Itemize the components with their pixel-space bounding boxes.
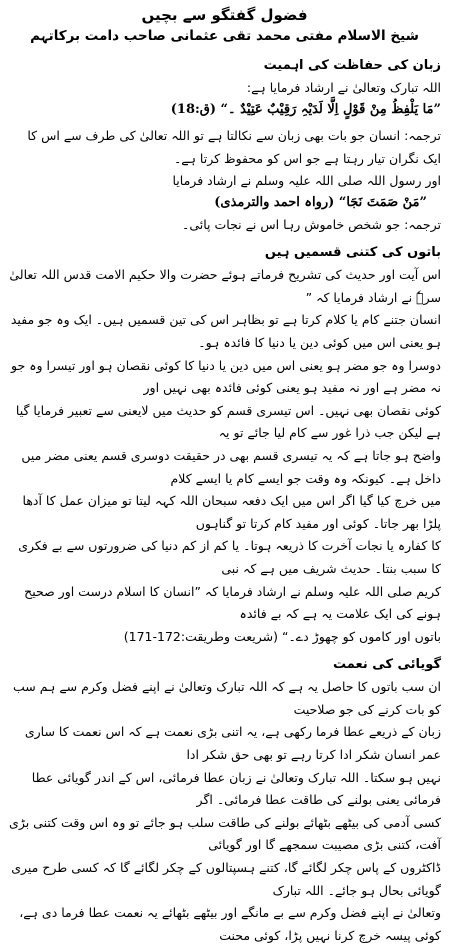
paragraph-line: نہیں ہو سکتا۔ اللہ تبارک وتعالیٰ نے زبان عطا فرمائی، اس کے اندر گویائی عطا فرمائی یعنی بولنے کی طاقت عطا فرمائی۔ اگر [31,769,441,808]
hadith-intro: اور رسول اللہ صلی اللہ علیہ وسلم نے ارشاد فرمایا [172,173,441,189]
hadith-text: ”مَنْ صَمَتَ نَجَا“ (رواہ احمد والترمذی) [214,195,427,211]
paragraph-line: ڈاکٹروں کے پاس چکر لگائے گا، کتنے ہسپتالوں کے چکر لگائے گا کہ کسی طرح میری گویائی بحال ہو جائے۔ اللہ تبارک [11,860,441,898]
article-title: فضول گفتگو سے بچیں [141,6,308,24]
paragraph-line: انسان جتنے کام یا کلام کرتا ہے تو بظاہر اس کی تین قسمیں ہیں۔ ایک وہ جو مفید ہو یعنی اس میں کوئی دین یا دنیا کا فائدہ ہو۔ [10,312,441,350]
section-heading-gift-of-speech: گویائی کی نعمت [333,657,441,673]
paragraph-line: باتوں اور کاموں کو چھوڑ دے۔“ (شریعت وطریقت:172-171) [123,628,441,644]
paragraph-line: زبان کے ذریعے عطا فرما رکھی ہے، یہ اتنی بڑی نعمت ہے کہ اس نعمت کا ساری عمر انسان شکر ادا کرتا رہے تو بھی حق شکر ادا [24,724,441,763]
verse-translation: ترجمہ: انسان جو بات بھی زبان سے نکالتا ہے تو اللہ تعالیٰ کی طرف سے اس کا ایک نگران تیار رہتا ہے جو اس کو محفوظ کرتا ہے۔ [27,128,441,166]
paragraph-line: اس آیت اور حدیث کی تشریح فرماتے ہوئے حضرت والا حکیم الامت قدس اللہ تعالیٰ سرہٗ نے ارشاد فرمایا کہ ” [9,267,441,305]
paragraph-line: کریم صلی اللہ علیہ وسلم نے ارشاد فرمایا کہ ”انسان کا اسلام درست اور صحیح ہونے کی ایک علامت یہ ہے کہ بے فائدہ [24,583,441,622]
paragraph-line: ان سب باتوں کا حاصل یہ ہے کہ اللہ تبارک وتعالیٰ نے اپنے فضل وکرم سے ہم سب کو بات کرنے کی جو صلاحیت [12,679,441,717]
paragraph-line: وتعالیٰ نے اپنے فضل وکرم سے بے مانگے اور بیٹھے بٹھائے یہ نعمت عطا فرما دی ہے، کوئی پیسہ خرچ کرنا نہیں پڑا، کوئی محنت [19,905,441,943]
paragraph-line: کسی آدمی کی بیٹھے بٹھائے بولنے کی طاقت سلب ہو جائے تو وہ اس وقت کتنی بڑی آفت، کتنی بڑی مصیبت سمجھے گا اور گویائی [9,814,441,853]
paragraph-line: کا کفارہ یا نجات آخرت کا ذریعہ ہوتا۔ یا کم از کم دنیا کی ضرورتوں سے بے فکری کا سبب بنتا۔ حدیث شریف میں ہے کہ نبی [18,538,441,576]
section-heading-tongue-protection: زبان کی حفاظت کی اہمیت [263,58,441,73]
paragraph-line: میں خرچ کیا گیا اگر اس میں ایک دفعہ سبحان اللہ کہہ لیتا تو میزان عمل کا آدھا پلڑا بھر جاتا۔ کوئی اور مفید کام کرتا تو گناہوں [22,493,441,531]
paragraph-line: دوسرا وہ جو مضر ہو یعنی اس میں دین یا دنیا کا کوئی نقصان ہو اور تیسرا وہ جو نہ مضر ہے اور نہ مفید ہو یعنی کوئی فائدہ بھی نہیں اور [11,357,441,396]
quran-verse: ”مَا یَلْفِظُ مِنْ قَوْلٍ اِلَّا لَدَیْہِ رَقِیْبٌ عَتِیْدٌ ۔“ (ق:18) [170,102,441,117]
paragraph-line: کوئی نقصان بھی نہیں۔ اس تیسری قسم کو حدیث میں لایعنی سے تعبیر فرمایا گیا ہے لیکن جب ذرا غور سے کام لیا جائے تو یہ [15,402,441,441]
author-line: شیخ الاسلام مفتی محمد تقی عثمانی صاحب دامت برکاتہم [30,28,419,44]
paragraph-kinds-of-speech [8,264,441,648]
hadith-translation: ترجمہ: جو شخص خاموش رہا اس نے نجات پائی۔ [182,217,441,233]
section-heading-kinds-of-speech: باتوں کی کتنی قسمیں ہیں [264,245,441,261]
paragraph-gift-of-speech [8,676,441,947]
verse-intro: اللہ تبارک وتعالیٰ نے ارشاد فرمایا ہے: [246,80,441,95]
paragraph-line: واضح ہو جاتا ہے کہ یہ تیسری قسم بھی در حقیقت دوسری قسم یعنی مضر میں داخل ہے۔ کیونکہ وہ وقت جو ایسے کام یا ایسے کلام [21,447,441,486]
